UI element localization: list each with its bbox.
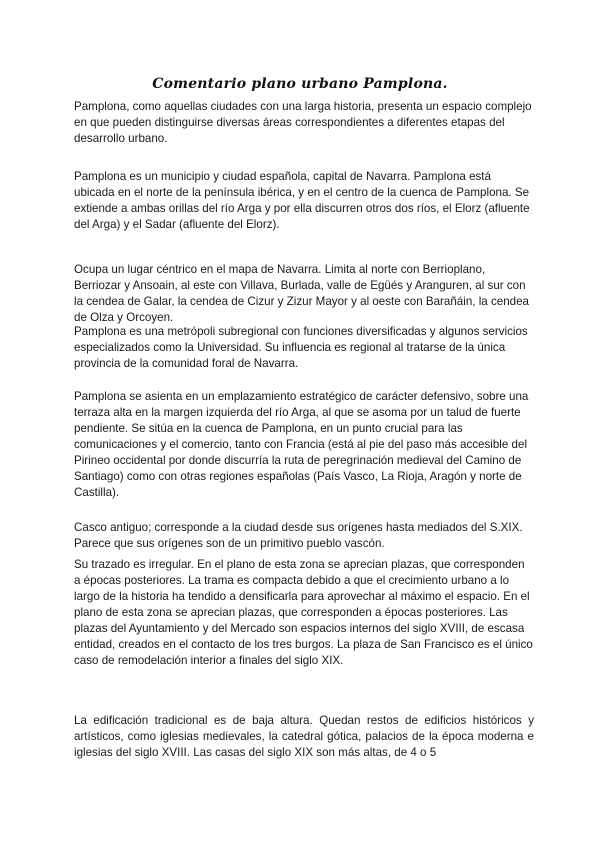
- paragraph-site: Pamplona se asienta en un emplazamiento estratégico de carácter defensivo, sobre una terraza alta en la margen izquierda del río Arga, al que se asoma por un talud de fuerte pendiente. Se sitúa en la cuenca de Pamplona, en un punto crucial para las comunicaciones y el comercio, tanto con Francia (está al pie del paso más accesible del Pirineo occidental por donde discurría la ruta de peregrinación medieval del Camino de Santiago) como con otras regiones españolas (País Vasco, La Rioja, Aragón y norte de Castilla).: [74, 390, 529, 499]
- paragraph-buildings: La edificación tradicional es de baja altura. Quedan restos de edificios históricos y artísticos, como iglesias medievales, la catedral gótica, palacios de la época moderna e iglesias del siglo XVIII. Las casas del siglo XIX son más altas, de 4 o 5: [74, 714, 534, 759]
- paragraph-metropolis: Pamplona es una metrópoli subregional con funciones diversificadas y algunos servicios especializados como la Universidad. Su influencia es regional al tratarse de la única provincia de la comunidad foral de Navarra.: [74, 325, 528, 370]
- paragraph-location: Pamplona es un municipio y ciudad española, capital de Navarra. Pamplona está ubicada en el norte de la península ibérica, y en el centro de la cuenca de Pamplona. Se extiende a ambas orillas del río Arga y por ella discurren otros dos ríos, el Elorz (afluente del Arga) y el Sadar (afluente del Elorz).: [74, 170, 530, 231]
- paragraph-layout: Su trazado es irregular. En el plano de esta zona se aprecian plazas, que corresponden a épocas posteriores. La trama es compacta debido a que el crecimiento urbano a lo largo de la historia ha tendido a densificarla para aprovechar al máximo el espacio. En el plano de esta zona se aprecian plazas, que corresponden a épocas posteriores. Las plazas del Ayuntamiento y del Mercado son espacios internos del siglo XVIII, de escasa entidad, creados en el contacto de los tres burgos. La plaza de San Francisco es el único caso de remodelación interior a finales del siglo XIX.: [74, 558, 533, 667]
- paragraph-old-town: Casco antiguo; corresponde a la ciudad desde sus orígenes hasta mediados del S.XIX. Parece que sus orígenes son de un primitivo pueblo vascón.: [74, 521, 523, 550]
- paragraph-limits: Ocupa un lugar céntrico en el mapa de Navarra. Limita al norte con Berrioplano, Berriozar y Ansoain, al este con Villava, Burlada, valle de Egüés y Aranguren, al sur con la cendea de Galar, la cendea de Cizur y Zizur Mayor y al oeste con Barañáin, la cendea de Olza y Orcoyen.: [74, 263, 529, 324]
- document-title: Comentario plano urbano Pamplona.: [152, 76, 448, 92]
- paragraph-intro: Pamplona, como aquellas ciudades con una larga historia, presenta un espacio complejo en que pueden distinguirse diversas áreas correspondientes a diferentes etapas del desarrollo urbano.: [74, 100, 532, 145]
